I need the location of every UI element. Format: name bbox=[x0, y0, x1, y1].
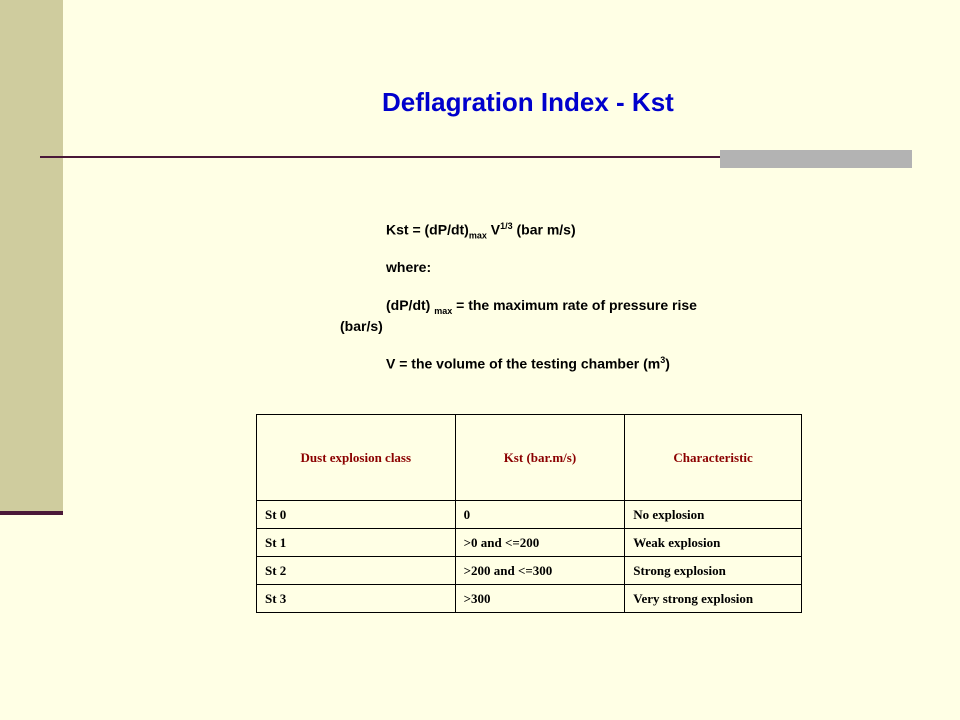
definition-volume-text: V = the volume of the testing chamber (m bbox=[386, 355, 661, 372]
definition-volume bbox=[386, 355, 670, 372]
definition-dpdt bbox=[386, 297, 697, 316]
slide-title: Deflagration Index - Kst bbox=[382, 87, 674, 117]
sidebar-underline bbox=[0, 511, 63, 515]
definition-dpdt-prefix: (dP/dt) bbox=[386, 297, 435, 313]
cell-characteristic: Very strong explosion bbox=[625, 585, 802, 613]
cell-class: St 1 bbox=[257, 529, 456, 557]
cell-characteristic: Weak explosion bbox=[625, 529, 802, 557]
cell-kst: >200 and <=300 bbox=[455, 557, 625, 585]
cell-class: St 3 bbox=[257, 585, 456, 613]
equation-lhs: Kst = (dP/dt) bbox=[386, 221, 469, 238]
cell-characteristic: No explosion bbox=[625, 501, 802, 529]
equation-volume-exponent: 1/3 bbox=[500, 221, 513, 231]
equation-lhs-subscript: max bbox=[468, 230, 487, 241]
cell-class: St 2 bbox=[257, 557, 456, 585]
header-characteristic: Characteristic bbox=[625, 415, 802, 501]
dust-explosion-class-table bbox=[256, 414, 802, 613]
cell-characteristic: Strong explosion bbox=[625, 557, 802, 585]
cell-kst: >0 and <=200 bbox=[455, 529, 625, 557]
cell-class: St 0 bbox=[257, 501, 456, 529]
definition-volume-close: ) bbox=[665, 355, 670, 372]
left-sidebar-bar bbox=[0, 0, 63, 511]
where-label: where: bbox=[386, 259, 432, 275]
cell-kst: 0 bbox=[455, 501, 625, 529]
table-row bbox=[257, 585, 802, 613]
definition-volume-exponent: 3 bbox=[660, 355, 666, 365]
kst-equation bbox=[386, 221, 576, 240]
table-row bbox=[257, 529, 802, 557]
equation-units: (bar m/s) bbox=[512, 221, 576, 238]
definition-dpdt-units: (bar/s) bbox=[340, 318, 383, 334]
title-divider-accent bbox=[720, 150, 912, 168]
definition-dpdt-text: = the maximum rate of pressure rise bbox=[452, 297, 697, 313]
equation-volume: V bbox=[486, 221, 501, 238]
table-row bbox=[257, 501, 802, 529]
header-dust-explosion-class: Dust explosion class bbox=[257, 415, 456, 501]
header-kst: Kst (bar.m/s) bbox=[455, 415, 625, 501]
cell-kst: >300 bbox=[455, 585, 625, 613]
table-row bbox=[257, 557, 802, 585]
table-header-row bbox=[257, 415, 802, 501]
definition-dpdt-subscript: max bbox=[434, 305, 453, 316]
